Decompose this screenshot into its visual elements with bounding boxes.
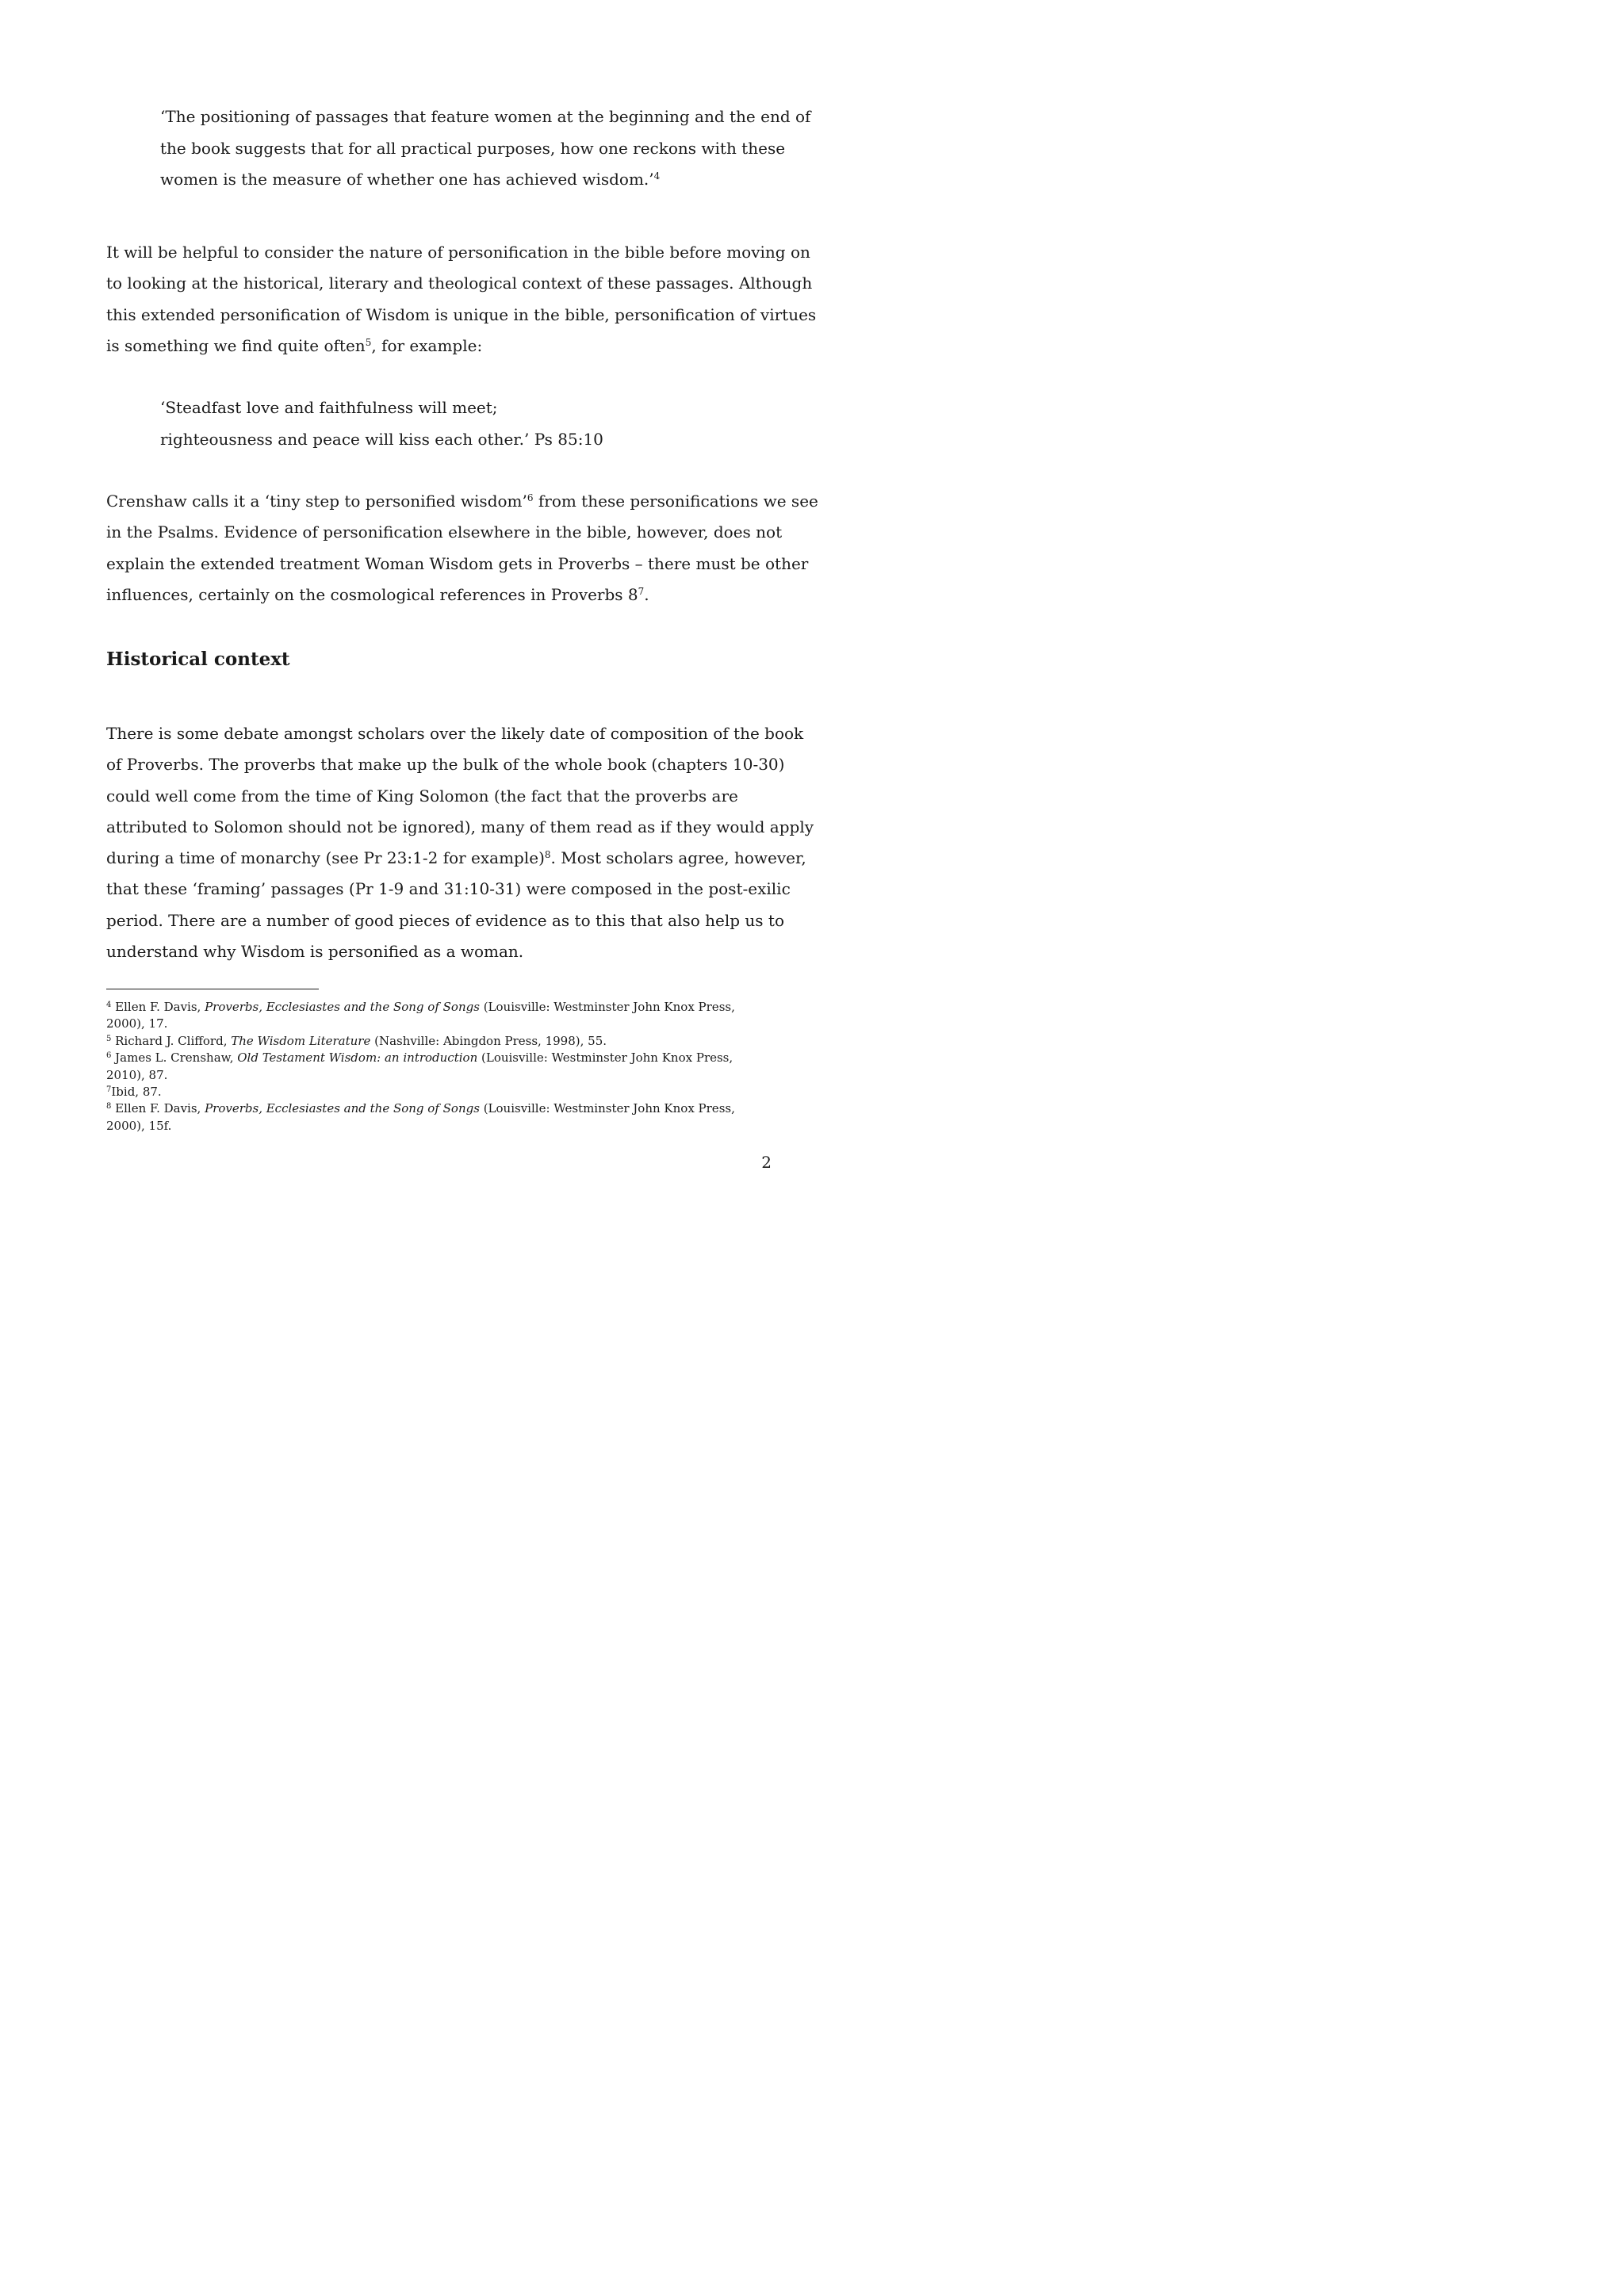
- footnote-4: [106, 999, 788, 1016]
- footnote-text: Ellen F. Davis,: [111, 1101, 205, 1116]
- paragraph-line: [106, 580, 788, 610]
- quote-line: the book suggests that for all practical purposes, how one reckons with these: [160, 138, 786, 158]
- paragraph-line: period. There are a number of good pieces of evidence as to this that also help us to: [106, 910, 784, 930]
- footnote-5: [106, 1033, 788, 1050]
- footnote-ref-5[interactable]: 5: [365, 336, 372, 348]
- footnote-number: 6: [106, 1051, 112, 1061]
- section-heading: Historical context: [106, 649, 290, 670]
- footnote-title: The Wisdom Literature: [231, 1033, 371, 1048]
- footnote-text: Ibid, 87.: [111, 1085, 162, 1100]
- footnote-number: 8: [106, 1102, 112, 1112]
- paragraph-line: [106, 843, 806, 874]
- block-quote-psalm: [160, 392, 787, 455]
- paragraph-historical-context: [106, 718, 814, 967]
- footnotes: [106, 999, 788, 1135]
- footnote-text: Ellen F. Davis,: [111, 1000, 205, 1014]
- paragraph-line: of Proverbs. The proverbs that make up the bulk of the whole book (chapters 10-30): [106, 755, 785, 775]
- footnote-8-continuation: 2000), 15f.: [106, 1118, 172, 1133]
- footnote-number: 4: [106, 1001, 112, 1009]
- footnote-text: (Louisville: Westminster John Knox Press,: [477, 1050, 733, 1066]
- paragraph-text: . Most scholars agree, however,: [550, 848, 806, 868]
- paragraph-text: .: [644, 584, 649, 604]
- page-number: 2: [761, 1153, 772, 1172]
- paragraph-line: that these ‘framing’ passages (Pr 1-9 and 31:10-31) were composed in the post-exilic: [106, 879, 791, 899]
- paragraph-text: , for example:: [371, 335, 483, 355]
- footnote-text: (Louisville: Westminster John Knox Press,: [479, 1000, 735, 1014]
- footnote-number: 5: [106, 1034, 112, 1043]
- footnote-text: Richard J. Clifford,: [111, 1033, 232, 1048]
- paragraph-line: [106, 331, 788, 362]
- quote-text: women is the measure of whether one has achieved wisdom.’: [160, 170, 654, 189]
- paragraph-line: [106, 486, 818, 517]
- footnote-6: [106, 1050, 788, 1066]
- quote-line: righteousness and peace will kiss each other.’ Ps 85:10: [160, 429, 603, 449]
- footnote-6-continuation: 2010), 87.: [106, 1067, 168, 1082]
- block-quote-davis: [160, 101, 811, 196]
- paragraph-line: understand why Wisdom is personified as a woman.: [106, 942, 524, 962]
- footnote-7: [106, 1084, 788, 1100]
- paragraph-text: is something we find quite often: [106, 335, 366, 355]
- footnote-ref-8[interactable]: 8: [544, 849, 551, 861]
- paragraph-crenshaw: [106, 486, 818, 610]
- paragraph-line: attributed to Solomon should not be ignored), many of them read as if they would apply: [106, 817, 814, 836]
- quote-line: ‘The positioning of passages that feature women at the beginning and the end of: [160, 107, 811, 126]
- paragraph-line: It will be helpful to consider the nature of personification in the bible before moving on: [106, 243, 810, 262]
- paragraph-text: Crenshaw calls it a ‘tiny step to personified wisdom’: [106, 492, 527, 511]
- paragraph-line: could well come from the time of King Solomon (the fact that the proverbs are: [106, 786, 738, 806]
- footnote-ref-7[interactable]: 7: [638, 585, 645, 597]
- paragraph-text: influences, certainly on the cosmological references in Proverbs 8: [106, 584, 638, 604]
- footnote-8: [106, 1100, 788, 1117]
- footnote-ref-6[interactable]: 6: [527, 492, 534, 503]
- footnote-title: Old Testament Wisdom: an introduction: [237, 1050, 478, 1066]
- quote-line: ‘Steadfast love and faithfulness will meet;: [160, 398, 498, 417]
- footnote-4-continuation: 2000), 17.: [106, 1016, 168, 1031]
- footnote-title: Proverbs, Ecclesiastes and the Song of Songs: [205, 1000, 480, 1014]
- footnote-number: 7: [106, 1085, 112, 1095]
- paragraph-line: explain the extended treatment Woman Wisdom gets in Proverbs – there must be other: [106, 553, 809, 573]
- paragraph-personification: [106, 237, 817, 362]
- paragraph-line: to looking at the historical, literary and theological context of these passages. Although: [106, 274, 813, 293]
- paragraph-line: in the Psalms. Evidence of personification elsewhere in the bible, however, does not: [106, 522, 783, 542]
- quote-line: [160, 164, 787, 196]
- paragraph-text: during a time of monarchy (see Pr 23:1-2 for example): [106, 848, 545, 868]
- document-page: [0, 0, 873, 1234]
- footnote-text: (Nashville: Abingdon Press, 1998), 55.: [370, 1033, 607, 1048]
- paragraph-line: this extended personification of Wisdom is unique in the bible, personification of virtues: [106, 304, 817, 324]
- footnote-ref-4[interactable]: 4: [653, 170, 661, 182]
- footnote-text: James L. Crenshaw,: [111, 1050, 238, 1066]
- paragraph-text: from these personifications we see: [533, 492, 818, 511]
- paragraph-line: There is some debate amongst scholars over the likely date of composition of the book: [106, 724, 804, 743]
- footnote-title: Proverbs, Ecclesiastes and the Song of Songs: [205, 1101, 480, 1116]
- footnote-text: (Louisville: Westminster John Knox Press,: [479, 1101, 735, 1116]
